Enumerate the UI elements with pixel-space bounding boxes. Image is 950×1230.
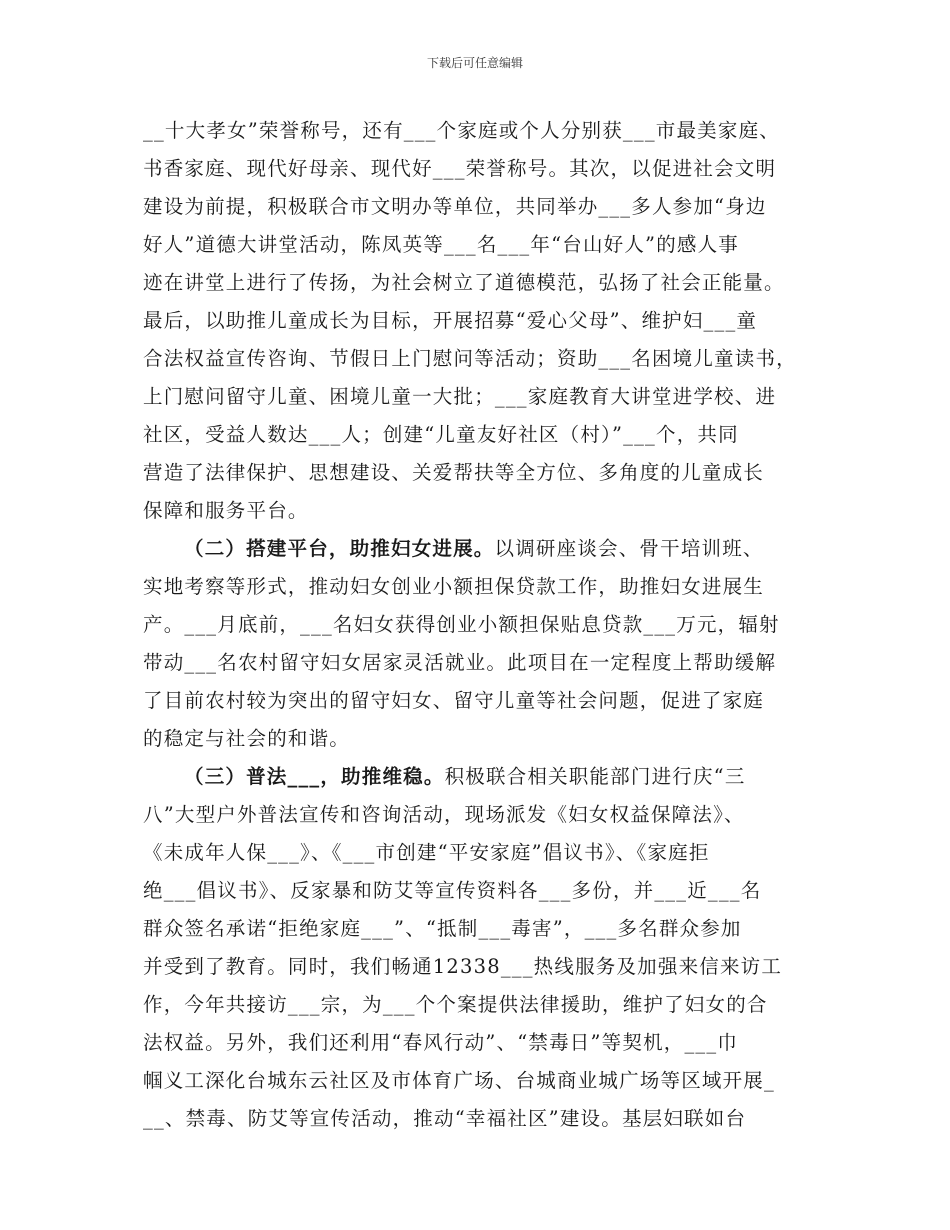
section-2-first-line <box>143 530 811 568</box>
section-2-heading: （二）搭建平台，助推妇女进展。 <box>184 537 495 560</box>
paragraph-line: 作，今年共接访___宗，为___个个案提供法律援助，维护了妇女的合 <box>143 993 768 1016</box>
paragraph-line: 迹在讲堂上进行了传扬，为社会树立了道德模范，弘扬了社会正能量。 <box>143 271 785 294</box>
paragraph-line: 保障和服务平台。 <box>143 499 309 522</box>
paragraph-line: 最后，以助推儿童成长为目标，开展招募“爱心父母”、维护妇___童 <box>143 309 758 332</box>
paragraph-line: 帼义工深化台城东云社区及市体育广场、台城商业城广场等区域开展_ <box>143 1069 775 1092</box>
paragraph-line: __、禁毒、防艾等宣传活动，推动“幸福社区”建设。基层妇联如台 <box>143 1107 747 1130</box>
document-body <box>143 112 811 1138</box>
paragraph-line: 实地考察等形式，推动妇女创业小额担保贷款工作，助推妇女进展生 <box>143 575 765 598</box>
section-3-first-line <box>143 758 811 796</box>
paragraph-line: 法权益。另外，我们还利用“春风行动”、“禁毒日”等契机，___巾 <box>143 1031 739 1054</box>
paragraph-line: 书香家庭、现代好母亲、现代好___荣誉称号。其次，以促进社会文明 <box>143 157 777 180</box>
paragraph-line: 的稳定与社会的和谐。 <box>143 727 351 750</box>
paragraph-line: 八”大型户外普法宣传和咨询活动，现场派发《妇女权益保障法》、 <box>143 803 745 826</box>
paragraph-line: 《未成年人保___》、《___市创建“平安家庭”倡议书》、《家庭拒 <box>143 841 710 864</box>
paragraph-line: 群众签名承诺“拒绝家庭___”、“抵制___毒害”，___多名群众参加 <box>143 917 742 940</box>
paragraph-line: 产。___月底前，___名妇女获得创业小额担保贴息贷款___万元，辐射 <box>143 613 780 636</box>
paragraph-line: 社区，受益人数达___人；创建“儿童友好社区（村）”___个，共同 <box>143 423 739 446</box>
section-3-heading: （三）普法___，助推维稳。 <box>184 765 445 788</box>
paragraph-line: 合法权益宣传咨询、节假日上门慰问等活动；资助___名困境儿童读书， <box>143 347 797 370</box>
paragraph-line: 好人”道德大讲堂活动，陈凤英等___名___年“台山好人”的感人事 <box>143 233 740 256</box>
section-2-text: 以调研座谈会、骨干培训班、 <box>494 537 764 560</box>
paragraph-line: 了目前农村较为突出的留守妇女、留守儿童等社会问题，促进了家庭 <box>143 689 765 712</box>
page-header: 下载后可任意编辑 <box>426 56 523 70</box>
paragraph-line: 建设为前提，积极联合市文明办等单位，共同举办___多人参加“身边 <box>143 195 767 218</box>
section-3-text: 积极联合相关职能部门进行庆“三 <box>444 765 746 788</box>
paragraph-line: 绝___倡议书》、反家暴和防艾等宣传资料各___多份，并___近___名 <box>143 879 762 902</box>
paragraph-line: 并受到了教育。同时，我们畅通12338___热线服务及加强来信来访工 <box>143 955 783 978</box>
paragraph-line: __十大孝女”荣誉称号，还有___个家庭或个人分别获___市最美家庭、 <box>143 119 780 142</box>
paragraph-line: 上门慰问留守儿童、困境儿童一大批；___家庭教育大讲堂进学校、进 <box>143 385 777 408</box>
paragraph-line: 营造了法律保护、思想建设、关爱帮扶等全方位、多角度的儿童成长 <box>143 461 765 484</box>
paragraph-line: 带动___名农村留守妇女居家灵活就业。此项目在一定程度上帮助缓解 <box>143 651 777 674</box>
